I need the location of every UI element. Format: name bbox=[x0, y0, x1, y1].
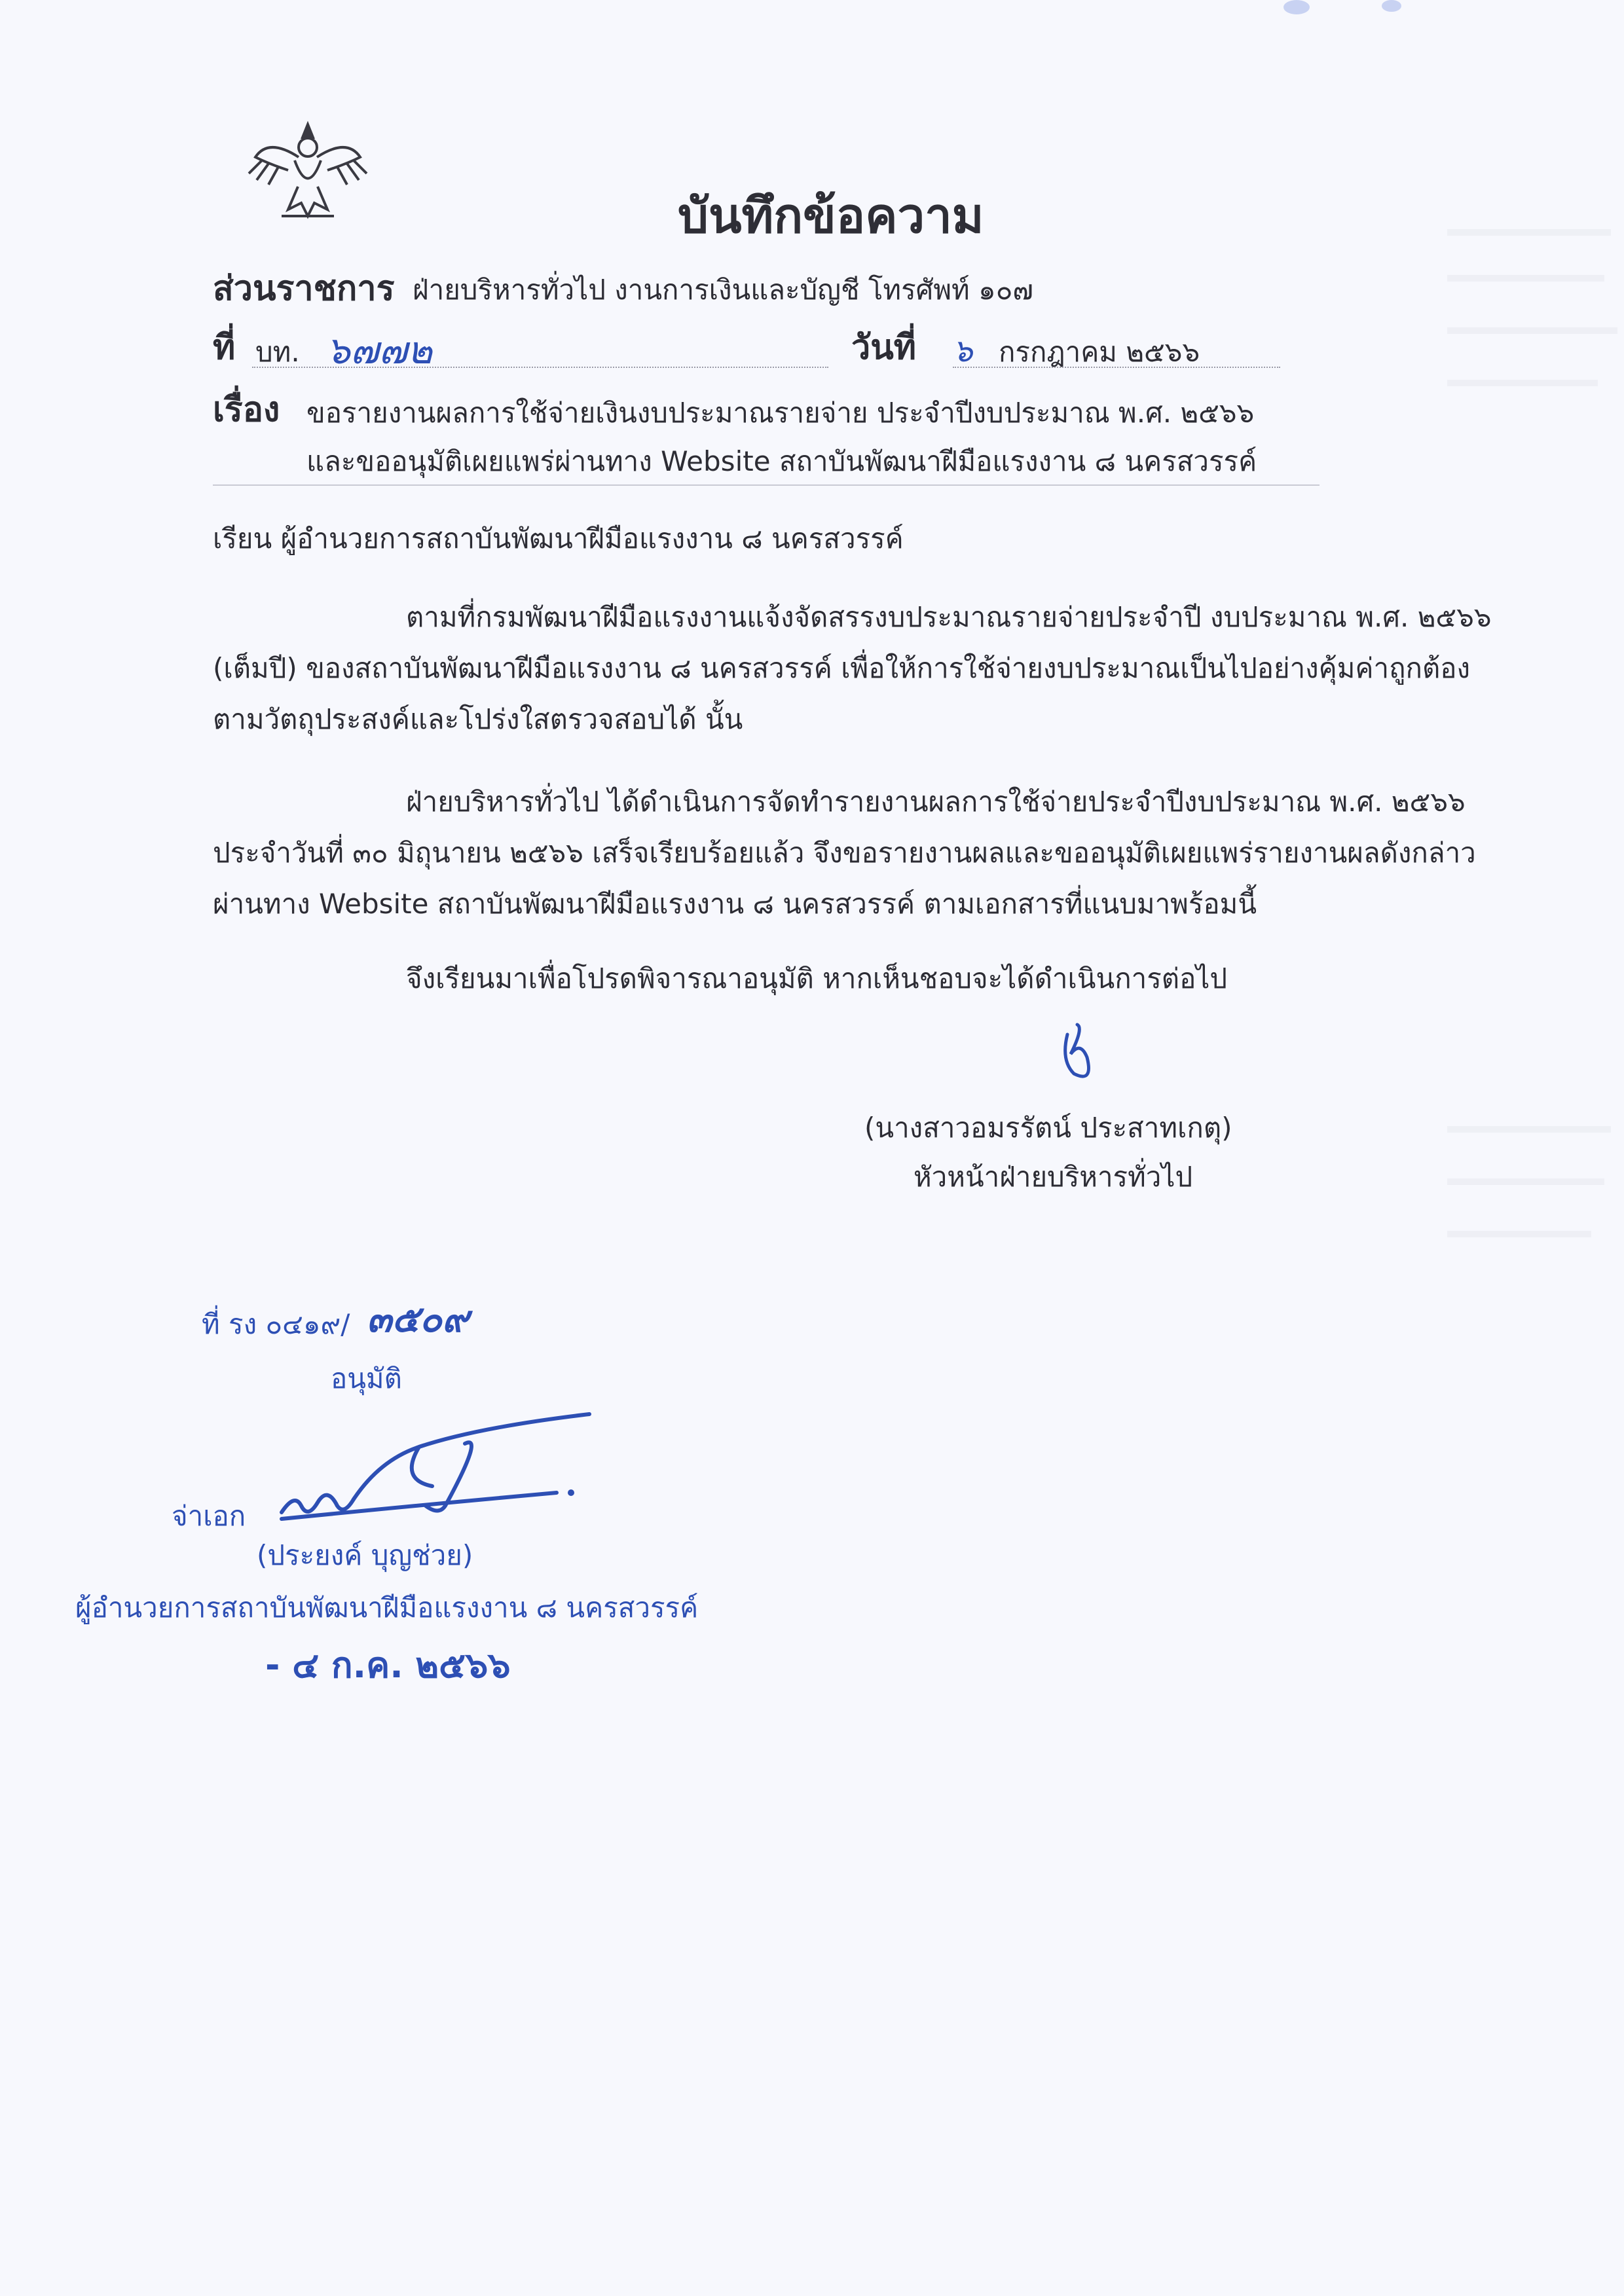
subject-line-1: ขอรายงานผลการใช้จ่ายเงินงบประมาณรายจ่าย ประจำปีงบประมาณ พ.ศ. ๒๕๖๖ bbox=[306, 397, 1255, 429]
paragraph-1-line-3: ตามวัตถุประสงค์และโปร่งใสตรวจสอบได้ นั้น bbox=[213, 703, 743, 735]
paragraph-3-line-1: จึงเรียนมาเพื่อโปรดพิจารณาอนุมัติ หากเห็นชอบจะได้ดำเนินการต่อไป bbox=[406, 962, 1228, 994]
sender-name: (นางสาวอมรรัตน์ ประสาทเกตุ) bbox=[864, 1112, 1232, 1144]
ink-smudge bbox=[1382, 0, 1401, 12]
paragraph-1-line-1: ตามที่กรมพัฒนาฝีมือแรงงานแจ้งจัดสรรงบประมาณรายจ่ายประจำปี งบประมาณ พ.ศ. ๒๕๖๖ bbox=[406, 601, 1492, 633]
date-rest: กรกฎาคม ๒๕๖๖ bbox=[999, 336, 1200, 368]
ref-prefix: บท. bbox=[255, 336, 300, 368]
approver-name: (ประยงค์ บุญช่วย) bbox=[257, 1539, 473, 1571]
sender-position: หัวหน้าฝ่ายบริหารทั่วไป bbox=[913, 1161, 1193, 1193]
ink-smudge bbox=[1283, 0, 1310, 14]
approver-position: ผู้อำนวยการสถาบันพัฒนาฝีมือแรงงาน ๘ นครสวรรค์ bbox=[75, 1592, 699, 1624]
ref-number-handwritten: ๖๗๗๒ bbox=[326, 328, 433, 373]
agency-label: ส่วนราชการ bbox=[213, 269, 395, 308]
approver-rank: จ่าเอก bbox=[172, 1500, 246, 1532]
garuda-emblem bbox=[242, 111, 373, 229]
paragraph-2-line-3: ผ่านทาง Website สถาบันพัฒนาฝีมือแรงงาน ๘ นครสวรรค์ ตามเอกสารที่แนบมาพร้อมนี้ bbox=[213, 888, 1257, 920]
paragraph-2-line-2: ประจำวันที่ ๓๐ มิถุนายน ๒๕๖๖ เสร็จเรียบร้อยแล้ว จึงขอรายงานผลและขออนุมัติเผยแพร่รายงานผลดังกล่าว bbox=[213, 837, 1476, 869]
memo-title: บันทึกข้อความ bbox=[678, 188, 984, 244]
approver-signature bbox=[268, 1408, 596, 1539]
ref-label: ที่ bbox=[213, 328, 236, 367]
approval-ref-handwritten: ๓๕๐๙ bbox=[367, 1298, 469, 1341]
approval-ref-prefix: ที่ รง ๐๔๑๙/ bbox=[202, 1308, 350, 1340]
header-separator bbox=[213, 484, 1320, 486]
agency-value: ฝ่ายบริหารทั่วไป งานการเงินและบัญชี โทรศัพท์ ๑๐๗ bbox=[413, 274, 1033, 306]
date-label: วันที่ bbox=[851, 328, 917, 367]
addressee: เรียน ผู้อำนวยการสถาบันพัฒนาฝีมือแรงงาน ๘ นครสวรรค์ bbox=[213, 522, 904, 555]
subject-line-2: และขออนุมัติเผยแพร่ผ่านทาง Website สถาบันพัฒนาฝีมือแรงงาน ๘ นครสวรรค์ bbox=[306, 445, 1257, 477]
subject-label: เรื่อง bbox=[213, 390, 280, 429]
date-dotted-line bbox=[953, 367, 1280, 368]
paragraph-1-line-2: (เต็มปี) ของสถาบันพัฒนาฝีมือแรงงาน ๘ นครสวรรค์ เพื่อให้การใช้จ่ายงบประมาณเป็นไปอย่างคุ้มค่าถูกต้อง bbox=[213, 652, 1470, 684]
paragraph-2-line-1: ฝ่ายบริหารทั่วไป ได้ดำเนินการจัดทำรายงานผลการใช้จ่ายประจำปีงบประมาณ พ.ศ. ๒๕๖๖ bbox=[406, 786, 1466, 818]
sender-signature bbox=[1048, 1021, 1107, 1093]
approval-date-stamp: - ๔ ก.ค. ๒๕๖๖ bbox=[265, 1645, 511, 1686]
bleed-through-right bbox=[1434, 210, 1624, 1584]
approval-text: อนุมัติ bbox=[331, 1362, 402, 1394]
ref-dotted-line bbox=[252, 367, 828, 368]
date-day-handwritten: ๖ bbox=[953, 333, 973, 369]
